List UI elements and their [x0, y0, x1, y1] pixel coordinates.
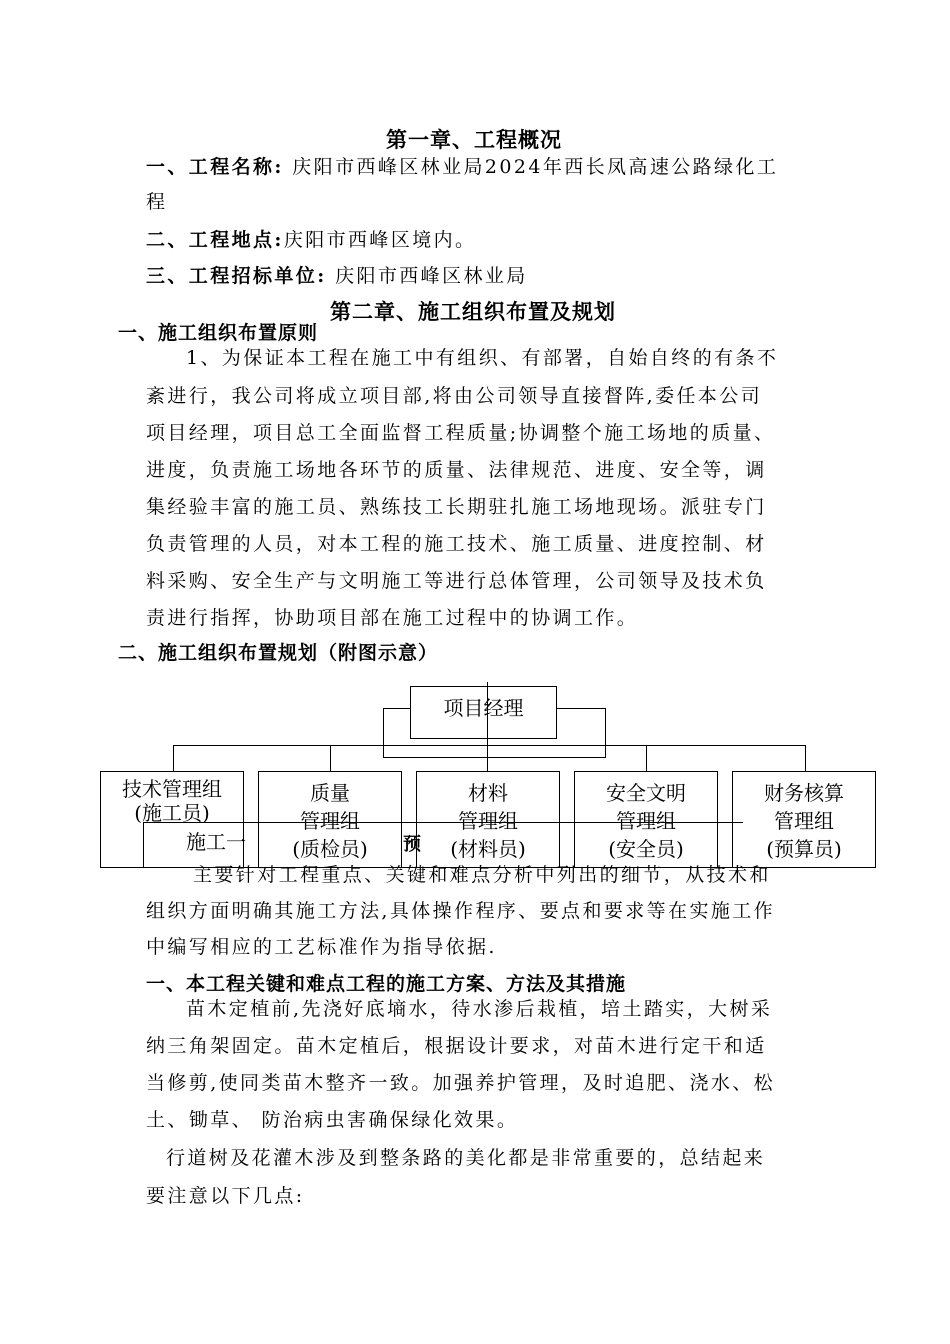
chapter2-title: 第二章、施工组织布置及规划	[330, 299, 616, 324]
org-group-safety-line3: (安全员)	[608, 837, 684, 861]
project-name-cont: 程	[146, 191, 168, 213]
section1-line-4: 进度，负责施工场地各环节的质量、法律规范、进度、安全等，调	[146, 459, 767, 481]
para1-line-3: 当修剪,使同类苗木整齐一致。加强养护管理，及时追肥、浇水、松	[146, 1072, 776, 1094]
project-location-value: 庆阳市西峰区境内。	[283, 229, 477, 251]
para2-line-1: 行道树及花灌木涉及到整条路的美化都是非常重要的，总结起来	[166, 1147, 766, 1169]
para2-line-2: 要注意以下几点:	[146, 1185, 305, 1207]
section1-line-8: 责进行指挥，协助项目部在施工过程中的协调工作。	[146, 607, 639, 629]
org-group-finance-line3: (预算员)	[766, 837, 842, 861]
org-group-quality	[258, 771, 402, 868]
org-group-safety-line2: 管理组	[616, 809, 676, 833]
org-drop-1	[173, 745, 174, 771]
para1-line-2: 纳三角架固定。苗木定植后，根据设计要求，对苗木进行定干和适	[146, 1035, 767, 1057]
section1-line-5: 集经验丰富的施工员、熟练技工长期驻扎施工场地现场。派驻专门	[146, 496, 767, 518]
org-trunk-line	[487, 682, 488, 772]
org-group-safety-line1: 安全文明	[606, 781, 686, 805]
org-group-tech-line2: (施工员)	[134, 801, 210, 825]
org-hidden-fragment-2: 预	[403, 834, 421, 855]
org-top-box	[410, 686, 557, 739]
section1-line-3: 项目经理，项目总工全面监督工程质量;协调整个施工场地的质量、	[146, 422, 776, 444]
org-group-safety	[574, 771, 718, 868]
section1-line-1: 1、为保证本工程在施工中有组织、有部署，自始自终的有条不	[186, 347, 779, 369]
section1-line-2: 紊进行，我公司将成立项目部,将由公司领导直接督阵,委任本公司	[146, 385, 763, 407]
org-drop-4	[646, 745, 647, 771]
org-group-tech	[100, 771, 244, 868]
project-name-line	[146, 152, 778, 179]
project-name-label: 一、工程名称:	[146, 156, 284, 178]
project-name-value: 庆阳市西峰区林业局2024年西长凤高速公路绿化工	[292, 156, 779, 178]
para1-line-4: 土、锄草、 防治病虫害确保绿化效果。	[146, 1109, 519, 1131]
chapter3-partial-line: 主要针对工程重点、关键和难点分析中列出的细节，从技术和	[193, 864, 771, 886]
section1-line-7: 料采购、安全生产与文明施工等进行总体管理，公司领导及技术负	[146, 570, 767, 592]
bidding-unit-line	[146, 261, 528, 288]
project-location-label: 二、工程地点:	[146, 229, 284, 251]
org-group-quality-line2: 管理组	[300, 809, 360, 833]
org-drop-2	[330, 745, 331, 771]
org-hidden-fragment: 施工一	[186, 830, 246, 854]
bidding-unit-label: 三、工程招标单位:	[146, 265, 327, 287]
org-group-finance-line2: 管理组	[774, 809, 834, 833]
org-branch-line	[173, 745, 805, 746]
section1-line-6: 负责管理的人员，对本工程的施工技术、施工质量、进度控制、材	[146, 533, 767, 555]
org-group-material-line1: 材料	[468, 781, 508, 805]
org-group-tech-line1: 技术管理组	[122, 777, 222, 801]
org-drop-5	[805, 745, 806, 771]
org-group-material	[416, 771, 560, 868]
org-group-finance	[732, 771, 876, 868]
org-group-material-line3: (材料员)	[450, 837, 526, 861]
org-group-quality-line3: (质检员)	[292, 837, 368, 861]
chapter3-line-1: 组织方面明确其施工方法,具体操作程序、要点和要求等在实施工作	[146, 900, 776, 922]
org-group-material-line2: 管理组	[458, 809, 518, 833]
org-group-finance-line1: 财务核算	[764, 781, 844, 805]
chapter1-title: 第一章、工程概况	[386, 127, 562, 152]
org-group-quality-line1: 质量	[310, 781, 350, 805]
para1-line-1: 苗木定植前,先浇好底墒水，待水渗后栽植，培土踏实，大树采	[186, 998, 773, 1020]
section2-heading: 二、施工组织布置规划（附图示意）	[118, 642, 439, 664]
org-top-label: 项目经理	[443, 696, 524, 720]
section1-heading: 一、施工组织布置原则	[118, 322, 319, 344]
chapter3-line-2: 中编写相应的工艺标准作为指导依据.	[146, 936, 497, 958]
chapter3-heading: 一、本工程关键和难点工程的施工方案、方法及其措施	[146, 973, 627, 995]
bidding-unit-value: 庆阳市西峰区林业局	[335, 265, 528, 287]
project-location-line	[146, 225, 476, 252]
